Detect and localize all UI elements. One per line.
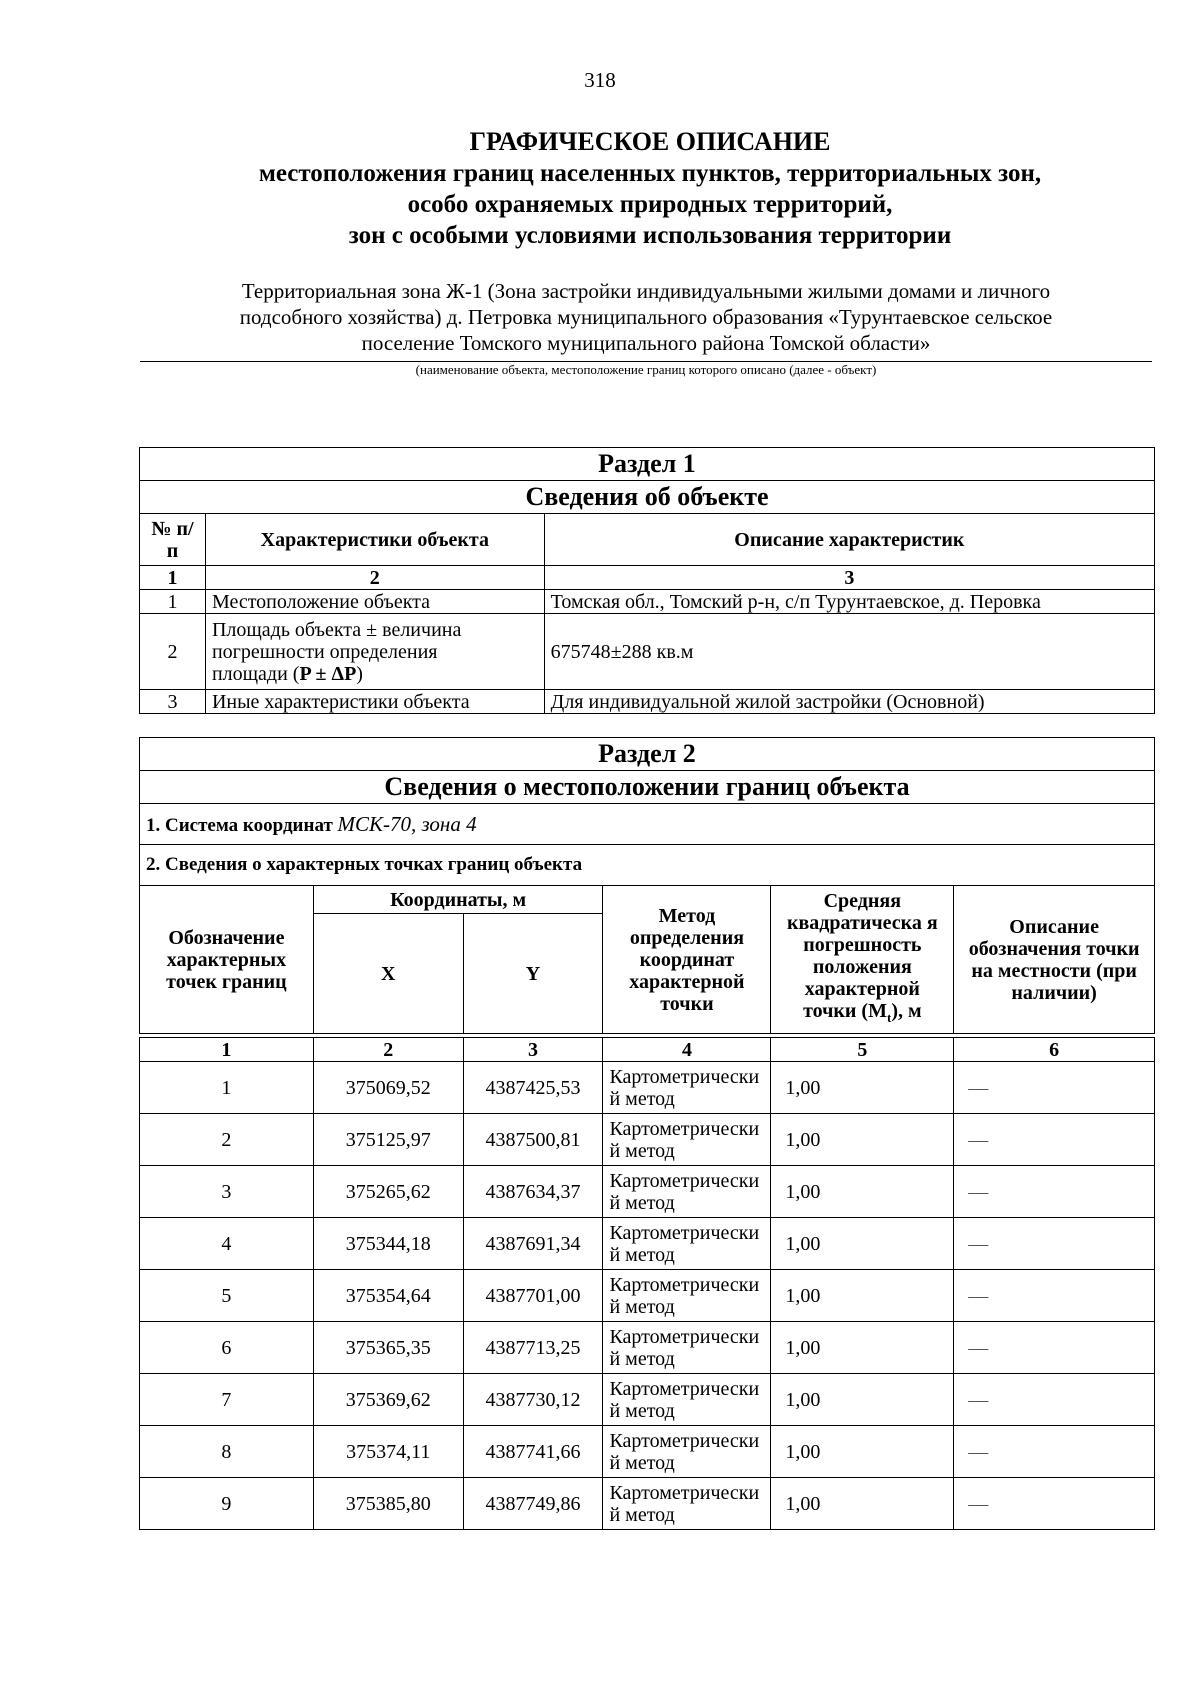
header-accuracy-end: ), м xyxy=(891,1000,922,1022)
object-name xyxy=(140,278,1152,356)
row-num: 3 xyxy=(140,690,206,714)
section2-title: Раздел 2 xyxy=(140,738,1155,771)
header-x: X xyxy=(313,914,463,1034)
section1-subtitle: Сведения об объекте xyxy=(140,481,1155,514)
title-line: местоположения границ населенных пунктов, территориальных зон, xyxy=(258,160,1042,187)
column-number: 5 xyxy=(771,1038,954,1062)
point-row xyxy=(140,1114,1155,1166)
header-point-description: Описание обозначения точки на местности (при наличии) xyxy=(954,886,1155,1034)
section1-title: Раздел 1 xyxy=(140,448,1155,481)
point-id: 6 xyxy=(140,1322,314,1374)
coordinate-system-value: МСК-70, зона 4 xyxy=(337,811,477,836)
point-method: Картометрически й метод xyxy=(603,1426,771,1478)
title-line: особо охраняемых природных территорий, xyxy=(407,191,893,218)
header-coordinates: Координаты, м xyxy=(313,886,603,914)
point-accuracy: 1,00 xyxy=(771,1322,954,1374)
header-num: № п/п xyxy=(140,514,206,566)
column-number: 1 xyxy=(140,566,206,590)
object-line: подсобного хозяйства) д. Петровка муниципального образования «Турунтаевское сельское xyxy=(239,305,1053,329)
point-x: 375369,62 xyxy=(313,1374,463,1426)
point-method: Картометрически й метод xyxy=(603,1218,771,1270)
row-name: Местоположение объекта xyxy=(205,590,544,614)
column-number: 6 xyxy=(954,1038,1155,1062)
point-id: 9 xyxy=(140,1478,314,1530)
point-accuracy: 1,00 xyxy=(771,1218,954,1270)
point-description: — xyxy=(954,1478,1155,1530)
column-number: 3 xyxy=(544,566,1154,590)
row-name-line xyxy=(212,663,538,685)
point-row xyxy=(140,1322,1155,1374)
point-x: 375374,11 xyxy=(313,1426,463,1478)
row-name-text: площади ( xyxy=(211,662,300,685)
row-num: 1 xyxy=(140,590,206,614)
column-number: 4 xyxy=(603,1038,771,1062)
point-method: Картометрически й метод xyxy=(603,1166,771,1218)
object-caption: (наименование объекта, местоположение границ которого описано (далее - объект) xyxy=(415,362,877,377)
point-row xyxy=(140,1426,1155,1478)
object-line: Территориальная зона Ж-1 (Зона застройки индивидуальными жилыми домами и личного xyxy=(241,279,1051,303)
point-description: — xyxy=(954,1062,1155,1114)
object-line: поселение Томского муниципального района Томской области» xyxy=(361,331,931,355)
document-title xyxy=(140,125,1160,251)
point-y: 4387713,25 xyxy=(463,1322,603,1374)
area-formula: P ± ΔP xyxy=(299,662,357,685)
point-y: 4387730,12 xyxy=(463,1374,603,1426)
header-y: Y xyxy=(463,914,603,1034)
header-method: Метод определения координат характерной точки xyxy=(603,886,771,1034)
point-accuracy: 1,00 xyxy=(771,1426,954,1478)
point-row xyxy=(140,1166,1155,1218)
point-description: — xyxy=(954,1270,1155,1322)
point-description: — xyxy=(954,1166,1155,1218)
coordinate-system xyxy=(140,804,1155,845)
point-description: — xyxy=(954,1218,1155,1270)
point-method: Картометрически й метод xyxy=(603,1114,771,1166)
point-row xyxy=(140,1270,1155,1322)
section2-table xyxy=(139,737,1155,1530)
row-name-end: ) xyxy=(356,662,363,685)
title-line: зон с особыми условиями использования территории xyxy=(348,222,952,249)
point-row xyxy=(140,1374,1155,1426)
point-method: Картометрически й метод xyxy=(603,1062,771,1114)
point-id: 3 xyxy=(140,1166,314,1218)
point-y: 4387634,37 xyxy=(463,1166,603,1218)
header-accuracy-text: Средняя квадратическа я погрешность положения характерной точки (M xyxy=(786,890,938,1022)
column-number: 2 xyxy=(205,566,544,590)
point-id: 7 xyxy=(140,1374,314,1426)
point-accuracy: 1,00 xyxy=(771,1374,954,1426)
point-method: Картометрически й метод xyxy=(603,1374,771,1426)
row-value: Томская обл., Томский р-н, с/п Турунтаевское, д. Перовка xyxy=(544,590,1154,614)
coordinate-system-label: 1. Система координат xyxy=(146,814,333,836)
row-num: 2 xyxy=(140,614,206,690)
section1-table xyxy=(139,447,1155,714)
point-row xyxy=(140,1478,1155,1530)
row-value: Для индивидуальной жилой застройки (Основной) xyxy=(544,690,1154,714)
point-x: 375069,52 xyxy=(313,1062,463,1114)
point-description: — xyxy=(954,1114,1155,1166)
point-method: Картометрически й метод xyxy=(603,1478,771,1530)
points-label: 2. Сведения о характерных точках границ объекта xyxy=(140,845,1155,886)
point-row xyxy=(140,1062,1155,1114)
row-name: Иные характеристики объекта xyxy=(205,690,544,714)
row-name xyxy=(205,614,544,690)
header-accuracy xyxy=(771,886,954,1034)
point-row xyxy=(140,1218,1155,1270)
section2-subtitle: Сведения о местоположении границ объекта xyxy=(140,771,1155,804)
header-description: Описание характеристик xyxy=(544,514,1154,566)
point-y: 4387425,53 xyxy=(463,1062,603,1114)
point-method: Картометрически й метод xyxy=(603,1270,771,1322)
point-y: 4387701,00 xyxy=(463,1270,603,1322)
header-characteristic: Характеристики объекта xyxy=(205,514,544,566)
point-id: 1 xyxy=(140,1062,314,1114)
column-number: 3 xyxy=(463,1038,603,1062)
point-accuracy: 1,00 xyxy=(771,1114,954,1166)
point-x: 375125,97 xyxy=(313,1114,463,1166)
point-accuracy: 1,00 xyxy=(771,1166,954,1218)
point-y: 4387691,34 xyxy=(463,1218,603,1270)
row-value: 675748±288 кв.м xyxy=(544,614,1154,690)
point-method: Картометрически й метод xyxy=(603,1322,771,1374)
point-y: 4387500,81 xyxy=(463,1114,603,1166)
header-designation: Обозначение характерных точек границ xyxy=(140,886,314,1034)
point-x: 375365,35 xyxy=(313,1322,463,1374)
point-accuracy: 1,00 xyxy=(771,1062,954,1114)
point-id: 8 xyxy=(140,1426,314,1478)
row-name-line: погрешности определения xyxy=(211,640,438,663)
point-x: 375265,62 xyxy=(313,1166,463,1218)
column-number: 2 xyxy=(313,1038,463,1062)
point-accuracy: 1,00 xyxy=(771,1478,954,1530)
point-id: 5 xyxy=(140,1270,314,1322)
point-id: 4 xyxy=(140,1218,314,1270)
point-description: — xyxy=(954,1374,1155,1426)
point-accuracy: 1,00 xyxy=(771,1270,954,1322)
point-y: 4387749,86 xyxy=(463,1478,603,1530)
point-y: 4387741,66 xyxy=(463,1426,603,1478)
point-x: 375344,18 xyxy=(313,1218,463,1270)
row-name-line: Площадь объекта ± величина xyxy=(211,618,462,641)
title-main: ГРАФИЧЕСКОЕ ОПИСАНИЕ xyxy=(469,127,831,156)
point-x: 375385,80 xyxy=(313,1478,463,1530)
point-x: 375354,64 xyxy=(313,1270,463,1322)
header-accuracy-sub: t xyxy=(886,1010,892,1025)
point-description: — xyxy=(954,1322,1155,1374)
column-number: 1 xyxy=(140,1038,314,1062)
point-id: 2 xyxy=(140,1114,314,1166)
page-number: 318 xyxy=(584,68,616,92)
point-description: — xyxy=(954,1426,1155,1478)
